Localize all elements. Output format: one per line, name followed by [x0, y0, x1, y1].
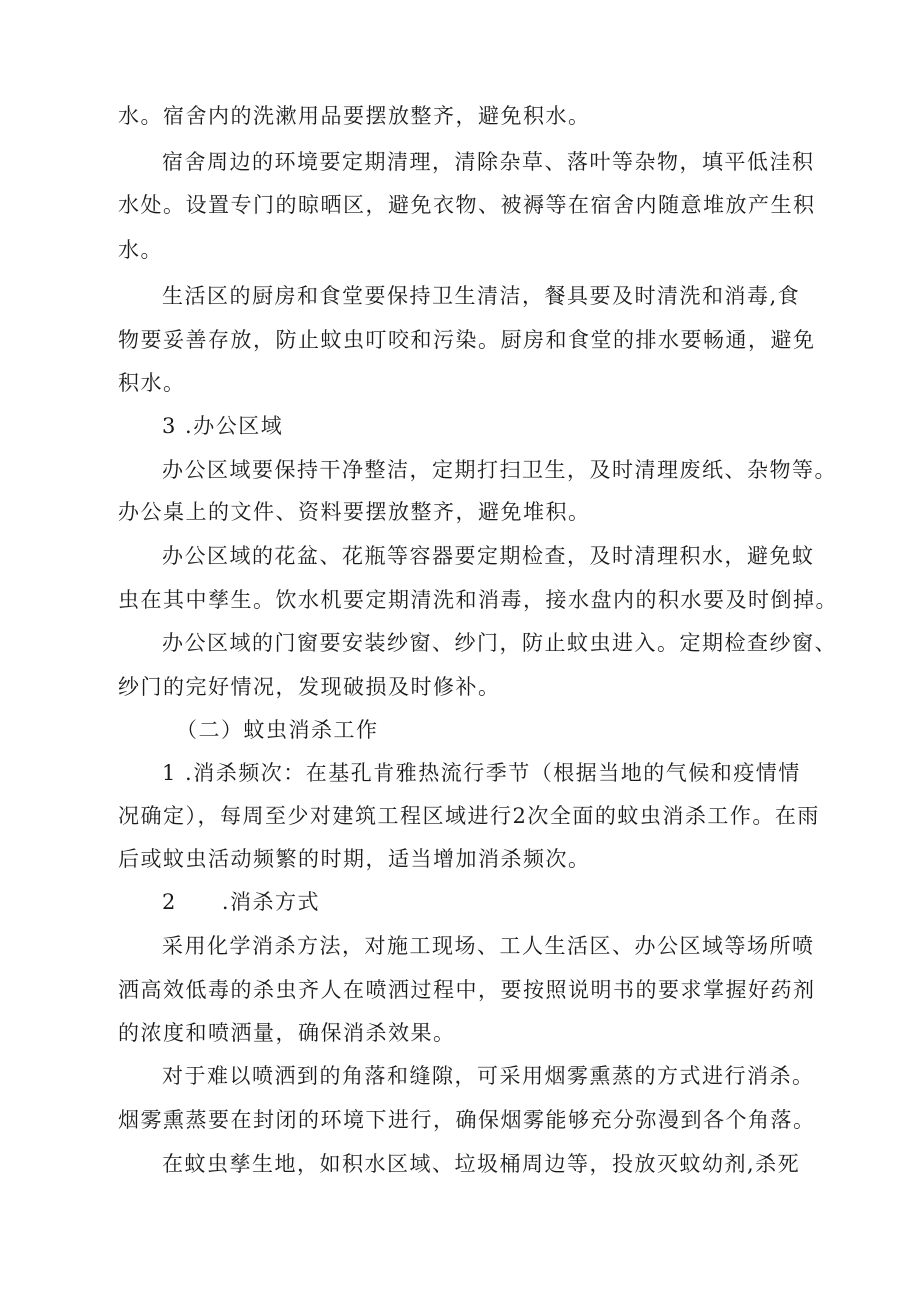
text-line: 生活区的厨房和食堂要保持卫生清洁，餐具要及时清洗和消毒,食 [162, 284, 801, 308]
text-line: 办公区域要保持干净整洁，定期打扫卫生，及时清理废纸、杂物等。 [162, 458, 837, 482]
text-line: 宿舍周边的环境要定期清理，清除杂草、落叶等杂物，填平低洼积 [162, 150, 815, 174]
text-line: 水。 [118, 238, 163, 262]
text-line: 水处。设置专门的晾晒区，避免衣物、被褥等在宿舍内随意堆放产生积 [118, 193, 816, 217]
text-line: 积水。 [118, 371, 186, 395]
text-line: 况确定），每周至少对建筑工程区域进行2次全面的蚊虫消杀工作。在雨 [118, 804, 820, 828]
section-heading: 2 .消杀方式 [162, 890, 321, 914]
text-line: 烟雾熏蒸要在封闭的环境下进行，确保烟雾能够充分弥漫到各个角落。 [118, 1108, 816, 1132]
text-line: 办公区域的门窗要安装纱窗、纱门，防止蚊虫进入。定期检查纱窗、 [162, 631, 837, 655]
text-line: 办公桌上的文件、资料要摆放整齐，避免堆积。 [118, 500, 591, 524]
text-line: 对于难以喷洒到的角落和缝隙，可采用烟雾熏蒸的方式进行消杀。 [162, 1064, 815, 1088]
text-line: 办公区域的花盆、花瓶等容器要定期检查，及时清理积水，避免蚊 [162, 544, 815, 568]
text-line: 虫在其中孳生。饮水机要定期清洗和消毒，接水盘内的积水要及时倒掉。 [118, 588, 838, 612]
text-line: 物要妥善存放，防止蚊虫叮咬和污染。厨房和食堂的排水要畅通，避免 [118, 328, 816, 352]
text-line: 在蚊虫孳生地，如积水区域、垃圾桶周边等，投放灭蚊幼剂,杀死 [162, 1152, 801, 1176]
section-heading: 3 .办公区域 [162, 414, 284, 438]
text-line: 洒高效低毒的杀虫齐人在喷洒过程中，要按照说明书的要求掌握好药剂 [118, 978, 816, 1002]
text-line: 水。宿舍内的洗漱用品要摆放整齐，避免积水。 [118, 104, 591, 128]
text-line: 1 .消杀频次：在基孔肯雅热流行季节（根据当地的气候和疫情情 [162, 761, 801, 785]
text-line: 的浓度和喷洒量，确保消杀效果。 [118, 1021, 456, 1045]
text-line: 后或蚊虫活动频繁的时期，适当增加消杀频次。 [118, 847, 591, 871]
section-heading: （二）蚊虫消杀工作 [176, 718, 379, 742]
text-line: 纱门的完好情况，发现破损及时修补。 [118, 675, 501, 699]
text-line: 采用化学消杀方法，对施工现场、工人生活区、办公区域等场所喷 [162, 934, 815, 958]
